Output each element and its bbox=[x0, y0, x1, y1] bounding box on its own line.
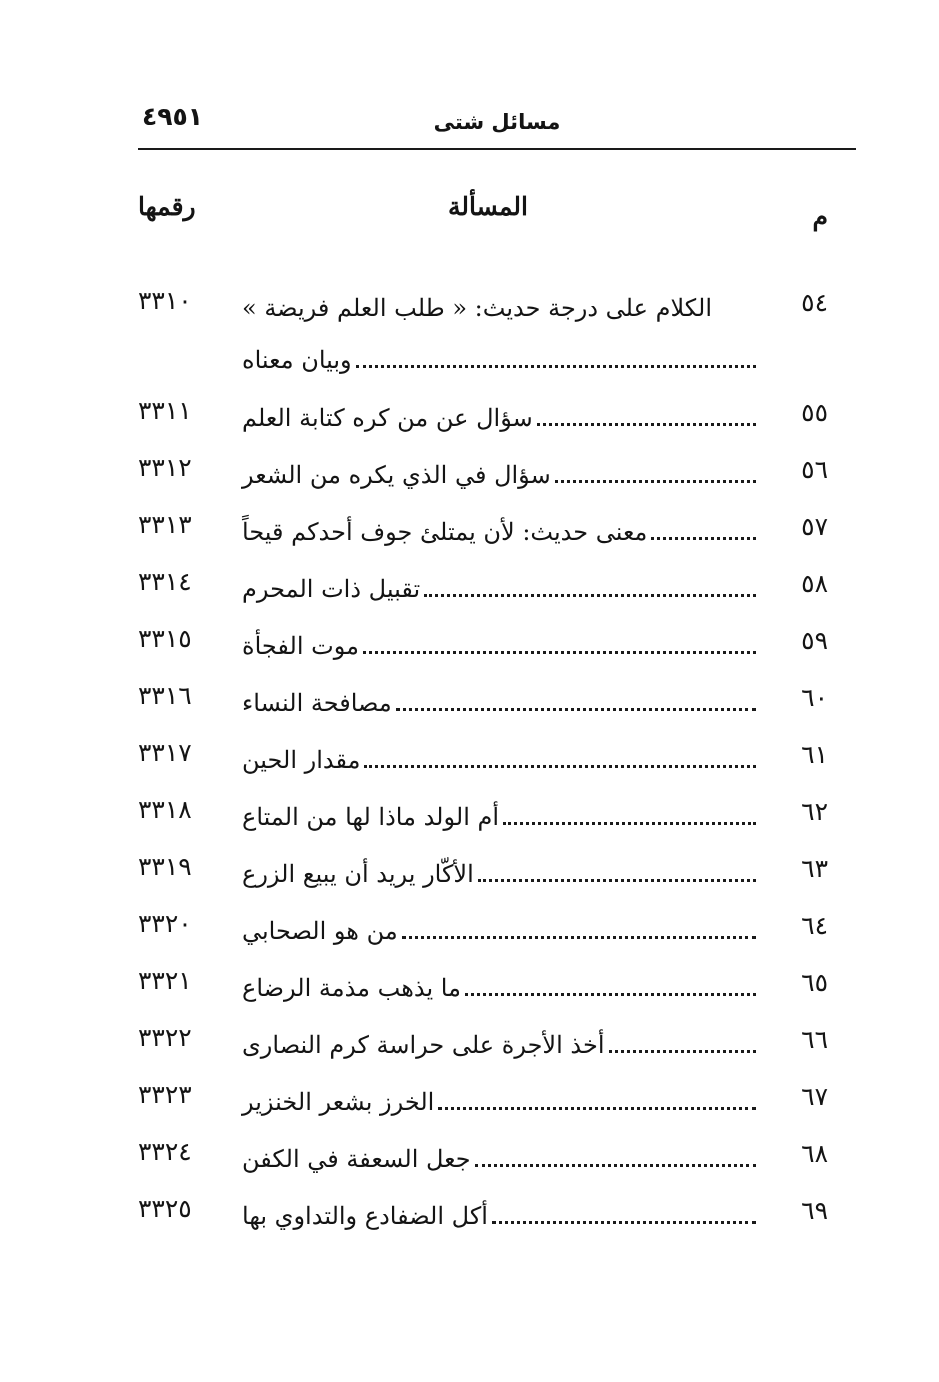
entry-title: من هو الصحابي bbox=[242, 917, 398, 945]
entry-reference-number: ٣٣١١ bbox=[138, 396, 192, 425]
toc-entry bbox=[138, 848, 838, 905]
entry-title: سؤال في الذي يكره من الشعر bbox=[242, 461, 551, 489]
entry-title: معنى حديث: لأن يمتلئ جوف أحدكم قيحاً bbox=[242, 518, 648, 546]
table-of-contents bbox=[138, 282, 838, 1247]
entry-title-line bbox=[242, 510, 760, 546]
toc-entry bbox=[138, 1133, 838, 1190]
entry-reference-number: ٣٣٢٠ bbox=[138, 909, 192, 938]
entry-number: ٥٨ bbox=[801, 569, 828, 598]
entry-title: مقدار الحين bbox=[242, 746, 361, 774]
entry-reference-number: ٣٣٢٢ bbox=[138, 1023, 192, 1052]
dot-leader bbox=[364, 765, 756, 768]
entry-reference-number: ٣٣١٨ bbox=[138, 795, 192, 824]
dot-leader bbox=[503, 822, 756, 825]
entry-title: موت الفجأة bbox=[242, 632, 359, 660]
dot-leader bbox=[537, 423, 756, 426]
entry-number: ٦٣ bbox=[801, 854, 828, 883]
entry-title-line bbox=[242, 681, 760, 717]
entry-title-line bbox=[242, 1194, 760, 1230]
entry-title-line bbox=[242, 795, 760, 831]
entry-title-line bbox=[242, 966, 760, 1002]
entry-number: ٦٥ bbox=[801, 968, 828, 997]
entry-title-continuation: وبيان معناه bbox=[242, 346, 352, 374]
entry-reference-number: ٣٣١٠ bbox=[138, 286, 192, 315]
toc-entry bbox=[138, 392, 838, 449]
toc-entry bbox=[138, 282, 838, 392]
toc-entry bbox=[138, 449, 838, 506]
entry-title-line bbox=[242, 396, 760, 432]
dot-leader bbox=[492, 1221, 756, 1224]
entry-reference-number: ٣٣١٦ bbox=[138, 681, 192, 710]
entry-title: جعل السعفة في الكفن bbox=[242, 1145, 471, 1173]
dot-leader bbox=[356, 365, 756, 368]
entry-number: ٥٩ bbox=[801, 626, 828, 655]
column-header-issue: المسألة bbox=[448, 192, 528, 221]
entry-title-line bbox=[242, 1023, 760, 1059]
entry-number: ٦٩ bbox=[801, 1196, 828, 1225]
entry-title-line bbox=[242, 567, 760, 603]
dot-leader bbox=[475, 1164, 756, 1167]
toc-entry bbox=[138, 1019, 838, 1076]
entry-number: ٦٤ bbox=[801, 911, 828, 940]
entry-reference-number: ٣٣١٥ bbox=[138, 624, 192, 653]
toc-entry bbox=[138, 1076, 838, 1133]
entry-reference-number: ٣٣١٤ bbox=[138, 567, 192, 596]
entry-number: ٦٦ bbox=[801, 1025, 828, 1054]
entry-title: أكل الضفادع والتداوي بها bbox=[242, 1202, 488, 1230]
toc-entry bbox=[138, 677, 838, 734]
entry-reference-number: ٣٣١٣ bbox=[138, 510, 192, 539]
entry-number: ٦٠ bbox=[801, 683, 828, 712]
entry-title: ما يذهب مذمة الرضاع bbox=[242, 974, 461, 1002]
dot-leader bbox=[555, 480, 756, 483]
toc-entry bbox=[138, 563, 838, 620]
toc-entry bbox=[138, 620, 838, 677]
entry-reference-number: ٣٣١٩ bbox=[138, 852, 192, 881]
entry-title-line bbox=[242, 286, 760, 322]
entry-number: ٦١ bbox=[801, 740, 828, 769]
entry-title: تقبيل ذات المحرم bbox=[242, 575, 421, 603]
entry-reference-number: ٣٣١٧ bbox=[138, 738, 192, 767]
toc-entry bbox=[138, 905, 838, 962]
entry-reference-number: ٣٣٢١ bbox=[138, 966, 192, 995]
toc-entry bbox=[138, 791, 838, 848]
entry-reference-number: ٣٣٢٤ bbox=[138, 1137, 192, 1166]
entry-title: أم الولد ماذا لها من المتاع bbox=[242, 803, 500, 831]
page-header bbox=[138, 96, 856, 150]
entry-title-line bbox=[242, 338, 760, 374]
dot-leader bbox=[402, 936, 756, 939]
entry-title-line bbox=[242, 1080, 760, 1116]
dot-leader bbox=[478, 879, 756, 882]
toc-entry bbox=[138, 734, 838, 791]
page-number: ٤٩٥١ bbox=[142, 102, 204, 131]
entry-number: ٥٦ bbox=[801, 455, 828, 484]
toc-entry bbox=[138, 962, 838, 1019]
entry-title-line bbox=[242, 738, 760, 774]
entry-reference-number: ٣٣٢٥ bbox=[138, 1194, 192, 1223]
entry-title: سؤال عن من كره كتابة العلم bbox=[242, 404, 533, 432]
toc-entry bbox=[138, 506, 838, 563]
entry-title-line bbox=[242, 453, 760, 489]
entry-title-line bbox=[242, 852, 760, 888]
column-header-reference: رقمها bbox=[138, 192, 196, 221]
toc-entry bbox=[138, 1190, 838, 1247]
entry-title: مصافحة النساء bbox=[242, 689, 392, 717]
dot-leader bbox=[363, 651, 756, 654]
entry-reference-number: ٣٣١٢ bbox=[138, 453, 192, 482]
entry-title-line bbox=[242, 1137, 760, 1173]
entry-number: ٥٤ bbox=[801, 288, 828, 317]
dot-leader bbox=[424, 594, 756, 597]
entry-number: ٦٢ bbox=[801, 797, 828, 826]
entry-number: ٥٥ bbox=[801, 398, 828, 427]
running-title: مسائل شتى bbox=[433, 110, 561, 134]
entry-title: الأكّار يريد أن يبيع الزرع bbox=[242, 860, 474, 888]
entry-number: ٦٧ bbox=[801, 1082, 828, 1111]
entry-title: الخرز بشعر الخنزير bbox=[242, 1088, 435, 1116]
dot-leader bbox=[438, 1107, 756, 1110]
dot-leader bbox=[651, 537, 756, 540]
entry-number: ٦٨ bbox=[801, 1139, 828, 1168]
column-headers bbox=[138, 192, 838, 242]
entry-title-line bbox=[242, 624, 760, 660]
column-header-number: م bbox=[812, 202, 828, 231]
dot-leader bbox=[396, 708, 756, 711]
entry-number: ٥٧ bbox=[801, 512, 828, 541]
dot-leader bbox=[465, 993, 756, 996]
entry-title: أخذ الأجرة على حراسة كرم النصارى bbox=[242, 1031, 605, 1059]
entry-title-line bbox=[242, 909, 760, 945]
entry-title: الكلام على درجة حديث: « طلب العلم فريضة » bbox=[242, 294, 712, 322]
dot-leader bbox=[609, 1050, 757, 1053]
entry-reference-number: ٣٣٢٣ bbox=[138, 1080, 192, 1109]
